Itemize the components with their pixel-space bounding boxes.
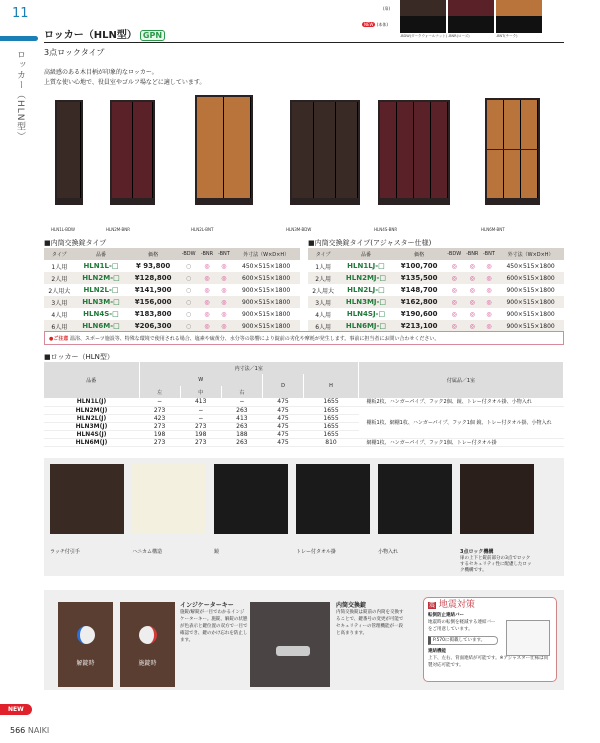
features-panel [44, 458, 564, 576]
table-cell: HLN2L-□ [83, 286, 119, 294]
quake-ref-link[interactable]: P.570に掲載しています。 [428, 636, 498, 645]
table-cell: 198 [180, 430, 221, 438]
table-cell: ◎ [469, 286, 475, 294]
table-cell: ◎ [221, 262, 227, 270]
table-cell: 450×515×1800 [242, 262, 291, 270]
body-label: (本体) [376, 22, 388, 27]
locker-table-title: ■ロッカー（HLN型） [44, 353, 114, 361]
table-cell: HLN2M(J) [44, 406, 139, 414]
table-cell: 2人用 [44, 272, 75, 284]
table-cell: 1655 [304, 398, 359, 406]
price-table-title: ■内筒交換錠タイプ(アジャスター仕様) [308, 239, 432, 247]
table-row [44, 308, 300, 320]
table-cell: 2人用大 [48, 287, 71, 295]
table-cell: HLN3MJ-□ [338, 296, 394, 308]
brand: NAIKI [27, 726, 50, 735]
table-cell: ◎ [451, 286, 457, 294]
table-cell: 900×515×1800 [497, 296, 564, 308]
table-cell: ○ [179, 296, 198, 308]
feature-image [378, 464, 452, 534]
locker-image [55, 100, 83, 205]
table-cell: 263 [221, 438, 262, 446]
price-header: -BNR [198, 248, 215, 260]
price-header: 価格 [394, 248, 445, 260]
product-label: HLN3M-BDW [286, 227, 312, 232]
table-cell: 6人用 [308, 320, 338, 332]
quake-icon: 震 [429, 602, 436, 609]
key-icon [77, 626, 95, 644]
locker-door [57, 102, 81, 198]
feature-label: トレー付タオル掛 [296, 549, 337, 555]
table-cell: 6人用 [44, 320, 75, 332]
table-cell: − [139, 398, 180, 406]
table-cell: ◎ [451, 262, 457, 270]
locker-spec-table [44, 362, 564, 447]
table-cell: 1655 [304, 406, 359, 414]
feature-image [296, 464, 370, 534]
table-cell: 1655 [304, 430, 359, 438]
table-cell: ◎ [445, 296, 464, 308]
price-header: 品番 [338, 248, 394, 260]
notice-box [44, 331, 564, 345]
feature-image [460, 464, 534, 534]
swatch-label: -BNR(ローズ) [448, 34, 470, 38]
table-cell: ◎ [464, 272, 481, 284]
product-label: HLN4S-BNR [374, 227, 398, 232]
table-cell: 1655 [304, 414, 359, 422]
table-cell: ¥156,000 [127, 296, 179, 308]
table-cell: ◎ [198, 320, 215, 332]
price-header: 外寸法（W×D×H） [232, 248, 300, 260]
locker-door [521, 150, 538, 199]
locker-door [336, 102, 358, 198]
door-color [448, 0, 494, 16]
section-vertical-label: ロッカー（HLN型） [15, 50, 25, 142]
table-row [44, 260, 300, 272]
table-cell: ¥213,100 [394, 320, 445, 332]
table-cell: ¥190,600 [400, 310, 438, 318]
table-cell: 475 [262, 406, 303, 414]
table-cell: ○ [179, 320, 198, 332]
section-bar [0, 36, 38, 41]
swatch-label: -BNT(チーク) [496, 34, 518, 38]
locker-door [487, 100, 504, 149]
table-cell: ¥ 93,800 [135, 262, 171, 270]
locker-door [292, 102, 314, 198]
divider [44, 42, 564, 43]
table-cell: 600×515×1800 [232, 272, 300, 284]
locker-door [431, 102, 448, 198]
earthquake-box [423, 597, 557, 682]
locker-door [133, 102, 154, 198]
table-cell: 475 [262, 398, 303, 406]
table-cell: ◎ [464, 320, 481, 332]
table-cell: ◎ [481, 320, 497, 332]
color-swatch [496, 0, 542, 33]
feature-image [214, 464, 288, 534]
table-cell: 475 [262, 430, 303, 438]
table-cell: 198 [139, 430, 180, 438]
body-color [496, 16, 542, 33]
table-cell: ○ [186, 310, 192, 318]
table-row [308, 296, 564, 308]
table-cell: ○ [186, 262, 192, 270]
table-cell: ◎ [198, 296, 215, 308]
table-cell: ◎ [481, 296, 497, 308]
table-cell: HLN6M-□ [75, 320, 128, 332]
table-cell: HLN2LJ-□ [347, 286, 385, 294]
feature-label: 3点ロック機構 [460, 549, 494, 555]
table-cell: ◎ [469, 262, 475, 270]
table-cell: ◎ [204, 310, 210, 318]
color-swatch [448, 0, 494, 33]
table-cell: ◎ [204, 286, 210, 294]
table-cell: 413 [180, 398, 221, 406]
indicator-info [180, 602, 248, 644]
table-cell: − [221, 398, 262, 406]
color-swatch [400, 0, 446, 33]
accessories-cell: 棚板2枚、ハンガーパイプ、フック2個、鏡、トレー付タオル掛、小物入れ [359, 398, 564, 406]
locker-door [397, 102, 414, 198]
locker-image [110, 100, 155, 205]
product-label: HLN2L-BNT [191, 227, 214, 232]
locker-door [504, 150, 521, 199]
door-color [496, 0, 542, 16]
table-cell: HLN1L-□ [83, 262, 119, 270]
table-cell: 3人用 [44, 296, 75, 308]
table-cell: ¥135,500 [394, 272, 445, 284]
th-acc: 付属品／1室 [359, 362, 564, 398]
body-color [400, 16, 446, 33]
table-row [44, 284, 300, 296]
table-cell: ◎ [216, 296, 233, 308]
table-cell: 273 [180, 438, 221, 446]
unlocked-key-image [58, 602, 113, 687]
section-number: 11 [12, 6, 29, 21]
locker-door [504, 100, 521, 149]
page-number: 566 [10, 726, 26, 735]
product-label: HLN6M-BNT [481, 227, 505, 232]
cylinder-text: 内筒交換錠は錠前の内筒を交換することで、鍵番号の変更が可能でセキュリティーの管理機能が一段と高まります。 [336, 610, 404, 636]
locker-door [197, 97, 224, 198]
table-cell: ¥141,900 [134, 286, 172, 294]
locker-door [314, 102, 336, 198]
table-cell: 450×515×1800 [506, 262, 555, 270]
table-cell: − [180, 406, 221, 414]
quake-title-row [428, 602, 552, 609]
table-row [308, 260, 564, 272]
quake-h1: 転倒防止連結バー [428, 613, 464, 618]
gpn-badge: GPN [140, 30, 165, 41]
cylinder-info [336, 602, 406, 637]
page-title [44, 26, 165, 41]
table-cell: 2人用大 [312, 287, 335, 295]
door-color [400, 0, 446, 16]
cylinder-image [250, 602, 330, 687]
table-cell: 900×515×1800 [242, 310, 291, 318]
table-cell: 475 [262, 414, 303, 422]
table-cell: HLN2M-□ [75, 272, 128, 284]
table-cell: 900×515×1800 [232, 320, 300, 332]
body-label-row [362, 22, 388, 28]
feature-image [50, 464, 124, 534]
table-cell: 273 [139, 406, 180, 414]
price-header: タイプ [44, 248, 75, 260]
unlocked-label: 解錠時 [76, 660, 95, 667]
locker-door [414, 102, 431, 198]
feature-image [132, 464, 206, 534]
table-cell: 1人用 [51, 263, 68, 271]
locked-key-image [120, 602, 175, 687]
feature-label: 鏡 [214, 549, 220, 555]
price-header: 価格 [127, 248, 179, 260]
table-row [308, 284, 564, 296]
table-cell: 475 [262, 422, 303, 430]
table-cell: ○ [186, 286, 192, 294]
table-cell: 273 [180, 422, 221, 430]
quake-t2: 上下、左右、背面連結が可能です。※アジャスター仕様は同製対応可能です。 [428, 656, 549, 668]
table-cell: HLN6MJ-□ [338, 320, 394, 332]
table-cell: 900×515×1800 [232, 296, 300, 308]
locker-image [195, 95, 253, 205]
feature-desc: 扉の上下と錠前部分の3点でロックするセキュリティ性に配慮したロック機構です。 [460, 556, 532, 573]
feature-label: ハニカム構造 [132, 549, 163, 555]
table-cell: 263 [221, 422, 262, 430]
table-cell: ◎ [469, 310, 475, 318]
table-cell: 4人用 [51, 311, 68, 319]
price-header: -BNR [464, 248, 481, 260]
locker-door [521, 100, 538, 149]
new-badge: NEW [364, 22, 374, 27]
price-header: -BDW [445, 248, 464, 260]
locker-door [487, 150, 504, 199]
table-cell: 900×515×1800 [506, 310, 555, 318]
table-cell: 273 [139, 438, 180, 446]
table-cell: − [180, 414, 221, 422]
table-cell: 1655 [304, 422, 359, 430]
price-table [44, 248, 300, 332]
page-footer [10, 726, 49, 735]
table-cell: ◎ [198, 272, 215, 284]
quake-h2: 連結機能 [428, 649, 446, 654]
table-cell: ◎ [216, 272, 233, 284]
table-cell: HLN4S-□ [83, 310, 119, 318]
new-badge-footer: NEW [0, 704, 32, 715]
table-cell: ◎ [221, 286, 227, 294]
table-cell: ◎ [216, 320, 233, 332]
quake-title: 地震対策 [438, 600, 475, 610]
key-icon [139, 626, 157, 644]
table-cell: 600×515×1800 [497, 272, 564, 284]
th-h: H [304, 374, 359, 398]
table-cell: 413 [221, 414, 262, 422]
table-cell: 188 [221, 430, 262, 438]
description [44, 68, 205, 88]
th-left: 左 [139, 386, 180, 398]
th-code: 品番 [44, 362, 139, 398]
table-cell: ¥100,700 [400, 262, 438, 270]
door-label: (扉) [383, 6, 391, 11]
table-cell: 1人用 [315, 263, 332, 271]
table-cell: 4人用 [315, 311, 332, 319]
subtitle: 3点ロックタイプ [44, 48, 105, 57]
th-mid: 中 [180, 386, 221, 398]
price-header: -BNT [216, 248, 233, 260]
table-cell: 273 [139, 422, 180, 430]
table-cell: HLN3M-□ [75, 296, 128, 308]
table-cell: HLN4SJ-□ [346, 310, 386, 318]
table-cell: ¥183,800 [134, 310, 172, 318]
table-cell: HLN6M(J) [44, 438, 139, 446]
table-row [308, 308, 564, 320]
key-icon [276, 646, 310, 656]
table-cell: HLN3M(J) [44, 422, 139, 430]
table-cell: 263 [221, 406, 262, 414]
locker-image [290, 100, 360, 205]
table-cell: ◎ [486, 310, 492, 318]
table-cell: 810 [304, 438, 359, 446]
accessories-cell: 網棚1枚、ハンガーパイプ、フック1個、トレー付タオル掛 [359, 438, 564, 446]
table-cell: 900×515×1800 [497, 320, 564, 332]
notice-text: 温浴、スポーツ施設等、特殊な環境で使用される場合、塩素や硫黄分、水分等の影響により錠前の劣化や摩耗が発生します。事前に担当者にお問い合わせください。 [69, 336, 440, 342]
table-cell: 900×515×1800 [242, 286, 291, 294]
table-cell: 423 [139, 414, 180, 422]
table-row [44, 406, 564, 414]
price-header: 品番 [75, 248, 128, 260]
table-cell: ¥148,700 [400, 286, 438, 294]
locker-door [112, 102, 133, 198]
table-cell: HLN2L(J) [44, 414, 139, 422]
title-text: ロッカー（HLN型） [44, 30, 137, 41]
table-row [44, 438, 564, 446]
notice-label: ●ご注意 [49, 336, 69, 342]
product-label: HLN1L-BDW [51, 227, 76, 232]
th-d: D [262, 374, 303, 398]
indicator-text: 施錠/解錠が一目でわかるインジケーターキー。施錠、解錠の状態が色表示と鍵位置の双方で一目で確認でき、鍵のかけ忘れを防止します。 [180, 610, 248, 643]
accessories-cell: 棚板1枚、網棚1枚、ハンガーパイプ、フック1個 鏡、トレー付タオル掛、小物入れ [359, 406, 564, 438]
locker-image [485, 98, 540, 205]
table-cell: ◎ [204, 262, 210, 270]
table-cell: ¥128,800 [127, 272, 179, 284]
indicator-title: インジケーターキー [180, 602, 234, 609]
connecting-bar-illustration [506, 620, 550, 656]
table-cell: ◎ [451, 310, 457, 318]
th-w: W [139, 374, 262, 386]
quake-t1: 地震時の転倒を軽減する連結バーをご用意しています。 [428, 620, 496, 632]
table-row [308, 272, 564, 284]
table-cell: ¥206,300 [127, 320, 179, 332]
feature-label: ラッチ付引手 [50, 549, 80, 555]
table-cell: ◎ [486, 262, 492, 270]
table-cell: 2人用 [308, 272, 338, 284]
table-cell: 900×515×1800 [506, 286, 555, 294]
table-cell: 3人用 [308, 296, 338, 308]
table-cell: ◎ [221, 310, 227, 318]
product-label: HLN2M-BNR [106, 227, 131, 232]
th-right: 右 [221, 386, 262, 398]
swatch-label: -BDW(ダークウォールナット) [400, 34, 448, 38]
locker-door [224, 97, 251, 198]
price-table-adjuster [308, 248, 564, 332]
desc-line: 上質な使い心地で、役員室やゴルフ場などに適しています。 [44, 79, 206, 86]
price-header: タイプ [308, 248, 338, 260]
table-cell: HLN2MJ-□ [338, 272, 394, 284]
locker-image [378, 100, 450, 205]
table-row [44, 296, 300, 308]
price-header: -BDW [179, 248, 198, 260]
table-cell: HLN1LJ-□ [347, 262, 385, 270]
locker-door [380, 102, 397, 198]
table-cell: ◎ [464, 296, 481, 308]
table-cell: HLN4S(J) [44, 430, 139, 438]
table-cell: ◎ [445, 272, 464, 284]
price-header: -BNT [481, 248, 497, 260]
table-cell: ◎ [445, 320, 464, 332]
table-row [44, 272, 300, 284]
table-cell: ◎ [486, 286, 492, 294]
table-cell: ¥162,800 [394, 296, 445, 308]
th-inner: 内寸法／1室 [139, 362, 359, 374]
cylinder-title: 内筒交換錠 [336, 602, 367, 609]
table-cell: ○ [179, 272, 198, 284]
table-cell: ◎ [481, 272, 497, 284]
feature-label: 小物入れ [378, 549, 399, 555]
price-table-title: ■内筒交換錠タイプ [44, 239, 107, 247]
table-cell: HLN1L(J) [44, 398, 139, 406]
locked-label: 施錠時 [138, 660, 157, 667]
body-color [448, 16, 494, 33]
desc-line: 高級感のある木目柄が印象的なロッカー。 [44, 69, 158, 76]
table-row [44, 398, 564, 406]
table-cell: 475 [262, 438, 303, 446]
price-header: 外寸法（W×D×H） [497, 248, 564, 260]
